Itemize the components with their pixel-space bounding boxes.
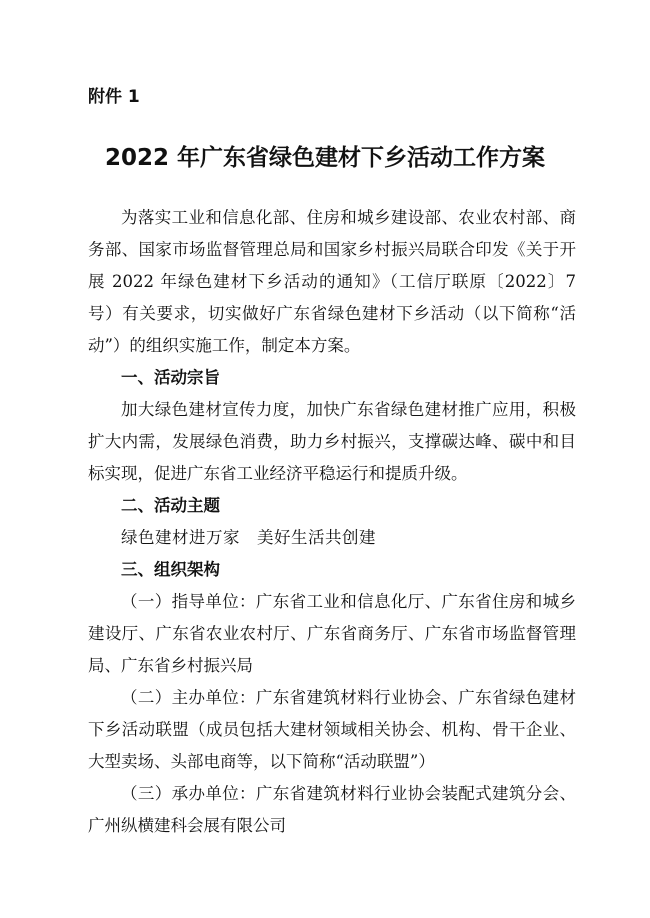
purpose-paragraph: 加大绿色建材宣传力度，加快广东省绿色建材推广应用，积极扩大内需，发展绿色消费，助力乡村振兴，支撑碳达峰、碳中和目标实现，促进广东省工业经济平稳运行和提质升级。 bbox=[88, 400, 576, 483]
document-title: 2022 年广东省绿色建材下乡活动工作方案 bbox=[104, 145, 546, 171]
section-heading-purpose: 一、活动宗旨 bbox=[121, 368, 220, 387]
theme-paragraph: 绿色建材进万家 美好生活共创建 bbox=[121, 528, 376, 547]
intro-paragraph: 为落实工业和信息化部、住房和城乡建设部、农业农村部、商务部、国家市场监督管理总局和国家乡村振兴局联合印发《关于开展 2022 年绿色建材下乡活动的通知》（工信厅联原〔2022〕7 号）有关要求，切实做好广东省绿色建材下乡活动（以下简称“活动”）的组织实施工作，制定本方案。 bbox=[88, 208, 576, 355]
organizer-units-paragraph: （三）承办单位：广东省建筑材料行业协会装配式建筑分会、广州纵横建科会展有限公司 bbox=[88, 784, 576, 835]
section-heading-theme: 二、活动主题 bbox=[121, 496, 220, 515]
attachment-label: 附件 1 bbox=[88, 87, 140, 107]
document-body bbox=[88, 202, 576, 842]
host-units-paragraph: （二）主办单位：广东省建筑材料行业协会、广东省绿色建材下乡活动联盟（成员包括大建材领域相关协会、机构、骨干企业、大型卖场、头部电商等，以下简称“活动联盟”） bbox=[88, 688, 576, 771]
guiding-units-paragraph: （一）指导单位：广东省工业和信息化厅、广东省住房和城乡建设厅、广东省农业农村厅、广东省商务厅、广东省市场监督管理局、广东省乡村振兴局 bbox=[88, 592, 576, 675]
section-heading-organization: 三、组织架构 bbox=[121, 560, 220, 579]
